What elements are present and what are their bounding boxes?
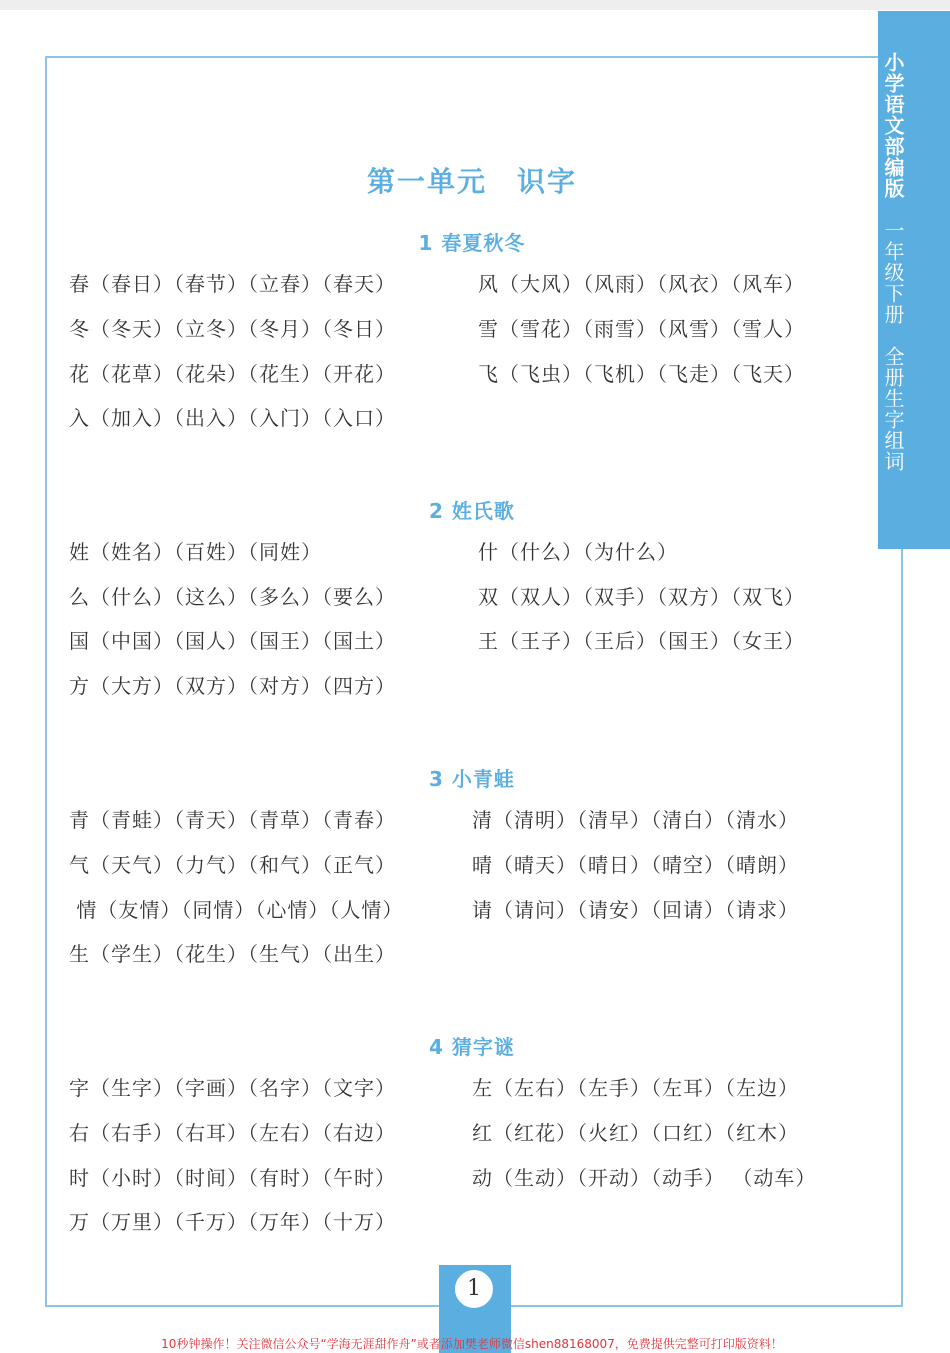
side-title xyxy=(878,52,908,472)
lesson-title: 4 猜字谜 xyxy=(429,1035,515,1059)
word-row: 生（学生）（花生）（生气）（出生） xyxy=(69,942,396,966)
footer-notice: 10秒钟操作！关注微信公众号“学海无涯甜作舟”或者添加樊老师微信shen88168007，免费提供完整可打印版资料！ xyxy=(161,1337,783,1351)
word-row: 风（大风）（风雨）（风衣）（风车） xyxy=(478,272,805,296)
word-row: 情（友情）（同情）（心情）（人情） xyxy=(69,898,404,922)
side-title-series: 小学语文部编版 xyxy=(881,52,905,199)
word-row: 王（王子）（王后）（国王）（女王） xyxy=(478,629,805,653)
side-title-grade: 一年级下册 xyxy=(881,220,905,325)
word-row: 红（红花）（火红）（口红）（红木） xyxy=(472,1121,799,1145)
word-row: 方（大方）（双方）（对方）（四方） xyxy=(69,674,396,698)
lesson-title: 3 小青蛙 xyxy=(429,767,515,791)
lesson-title: 1 春夏秋冬 xyxy=(418,231,526,255)
word-row: 入（加入）（出入）（入门）（入口） xyxy=(69,406,396,430)
unit-title: 第一单元 识字 xyxy=(366,165,577,198)
word-row: 动（生动）（开动）（动手） （动车） xyxy=(472,1166,817,1190)
word-row: 双（双人）（双手）（双方）（双飞） xyxy=(478,585,805,609)
word-row: 晴（晴天）（晴日）（晴空）（晴朗） xyxy=(472,853,799,877)
word-row: 左（左右）（左手）（左耳）（左边） xyxy=(472,1076,799,1100)
word-row: 花（花草）（花朵）（花生）（开花） xyxy=(69,362,396,386)
word-row: 清（清明）（清早）（清白）（清水） xyxy=(472,808,799,832)
page-number: 1 xyxy=(453,1268,495,1310)
word-row: 什（什么）（为什么） xyxy=(478,540,678,564)
word-row: 姓（姓名）（百姓）（同姓） xyxy=(69,540,322,564)
word-row: 万（万里）（千万）（万年）（十万） xyxy=(69,1210,396,1234)
word-row: 请（请问）（请安）（回请）（请求） xyxy=(472,898,799,922)
top-strip xyxy=(0,0,950,10)
lesson-title: 2 姓氏歌 xyxy=(429,499,515,523)
word-row: 雪（雪花）（雨雪）（风雪）（雪人） xyxy=(478,317,805,341)
word-row: 春（春日）（春节）（立春）（春天） xyxy=(69,272,396,296)
word-row: 冬（冬天）（立冬）（冬月）（冬日） xyxy=(69,317,396,341)
word-row: 国（中国）（国人）（国王）（国土） xyxy=(69,629,396,653)
side-title-topic: 全册生字组词 xyxy=(881,346,905,472)
word-row: 字（生字）（字画）（名字）（文字） xyxy=(69,1076,396,1100)
word-row: 青（青蛙）（青天）（青草）（青春） xyxy=(69,808,396,832)
word-row: 右（右手）（右耳）（左右）（右边） xyxy=(69,1121,396,1145)
word-row: 时（小时）（时间）（有时）（午时） xyxy=(69,1166,396,1190)
word-row: 气（天气）（力气）（和气）（正气） xyxy=(69,853,396,877)
word-row: 飞（飞虫）（飞机）（飞走）（飞天） xyxy=(478,362,805,386)
word-row: 么（什么）（这么）（多么）（要么） xyxy=(69,585,396,609)
